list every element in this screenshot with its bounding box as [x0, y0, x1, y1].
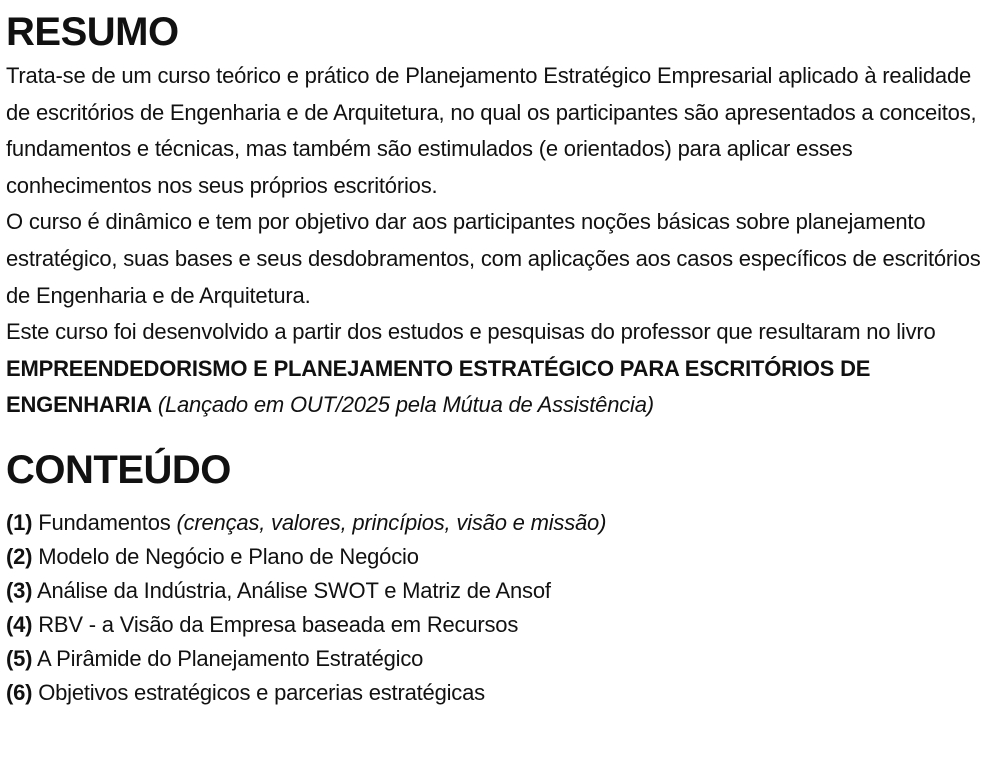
conteudo-list: [6, 506, 994, 710]
book-title: EMPREENDEDORISMO E PLANEJAMENTO ESTRATÉGICO PARA ESCRITÓRIOS DE ENGENHARIA: [6, 355, 871, 418]
list-item: [6, 676, 994, 710]
list-item-text: A Pirâmide do Planejamento Estratégico: [37, 645, 424, 671]
list-item-text: Fundamentos: [38, 509, 177, 535]
list-item-number: (2): [6, 543, 33, 569]
list-item-text: Modelo de Negócio e Plano de Negócio: [38, 543, 419, 569]
list-item-number: (5): [6, 645, 33, 671]
list-item-number: (3): [6, 577, 33, 603]
resumo-paragraph-2: O curso é dinâmico e tem por objetivo dar aos participantes noções básicas sobre planejamento estratégico, suas bases e seus desdobramentos, com aplicações aos casos específicos de escritórios de Engenharia e de Arquitetura.: [6, 209, 981, 308]
book-note: (Lançado em OUT/2025 pela Mútua de Assistência): [157, 392, 654, 418]
list-item: [6, 608, 994, 642]
list-item: [6, 506, 994, 540]
list-item-number: (6): [6, 679, 33, 705]
list-item-text: Objetivos estratégicos e parcerias estratégicas: [38, 679, 485, 705]
list-item: [6, 540, 994, 574]
list-item-text: RBV - a Visão da Empresa baseada em Recursos: [38, 611, 519, 637]
list-item-text: Análise da Indústria, Análise SWOT e Matriz de Ansof: [37, 577, 551, 603]
resumo-paragraph-3: [6, 314, 994, 424]
list-item: [6, 642, 994, 676]
conteudo-heading: CONTEÚDO: [6, 447, 231, 492]
list-item-number: (4): [6, 611, 33, 637]
list-item-number: (1): [6, 509, 33, 535]
resumo-heading: RESUMO: [6, 10, 179, 54]
resumo-paragraph-3-intro: Este curso foi desenvolvido a partir dos estudos e pesquisas do professor que resultaram no livro: [6, 319, 936, 345]
list-item-note: (crenças, valores, princípios, visão e missão): [176, 509, 607, 535]
list-item: [6, 574, 994, 608]
resumo-paragraph-1: Trata-se de um curso teórico e prático de Planejamento Estratégico Empresarial aplicado à realidade de escritórios de Engenharia e de Arquitetura, no qual os participantes são apresentados a conceitos, fundamentos e técnicas, mas também são estimulados (e orientados) para aplicar esses conhecimentos nos seus próprios escritórios.: [6, 63, 977, 198]
